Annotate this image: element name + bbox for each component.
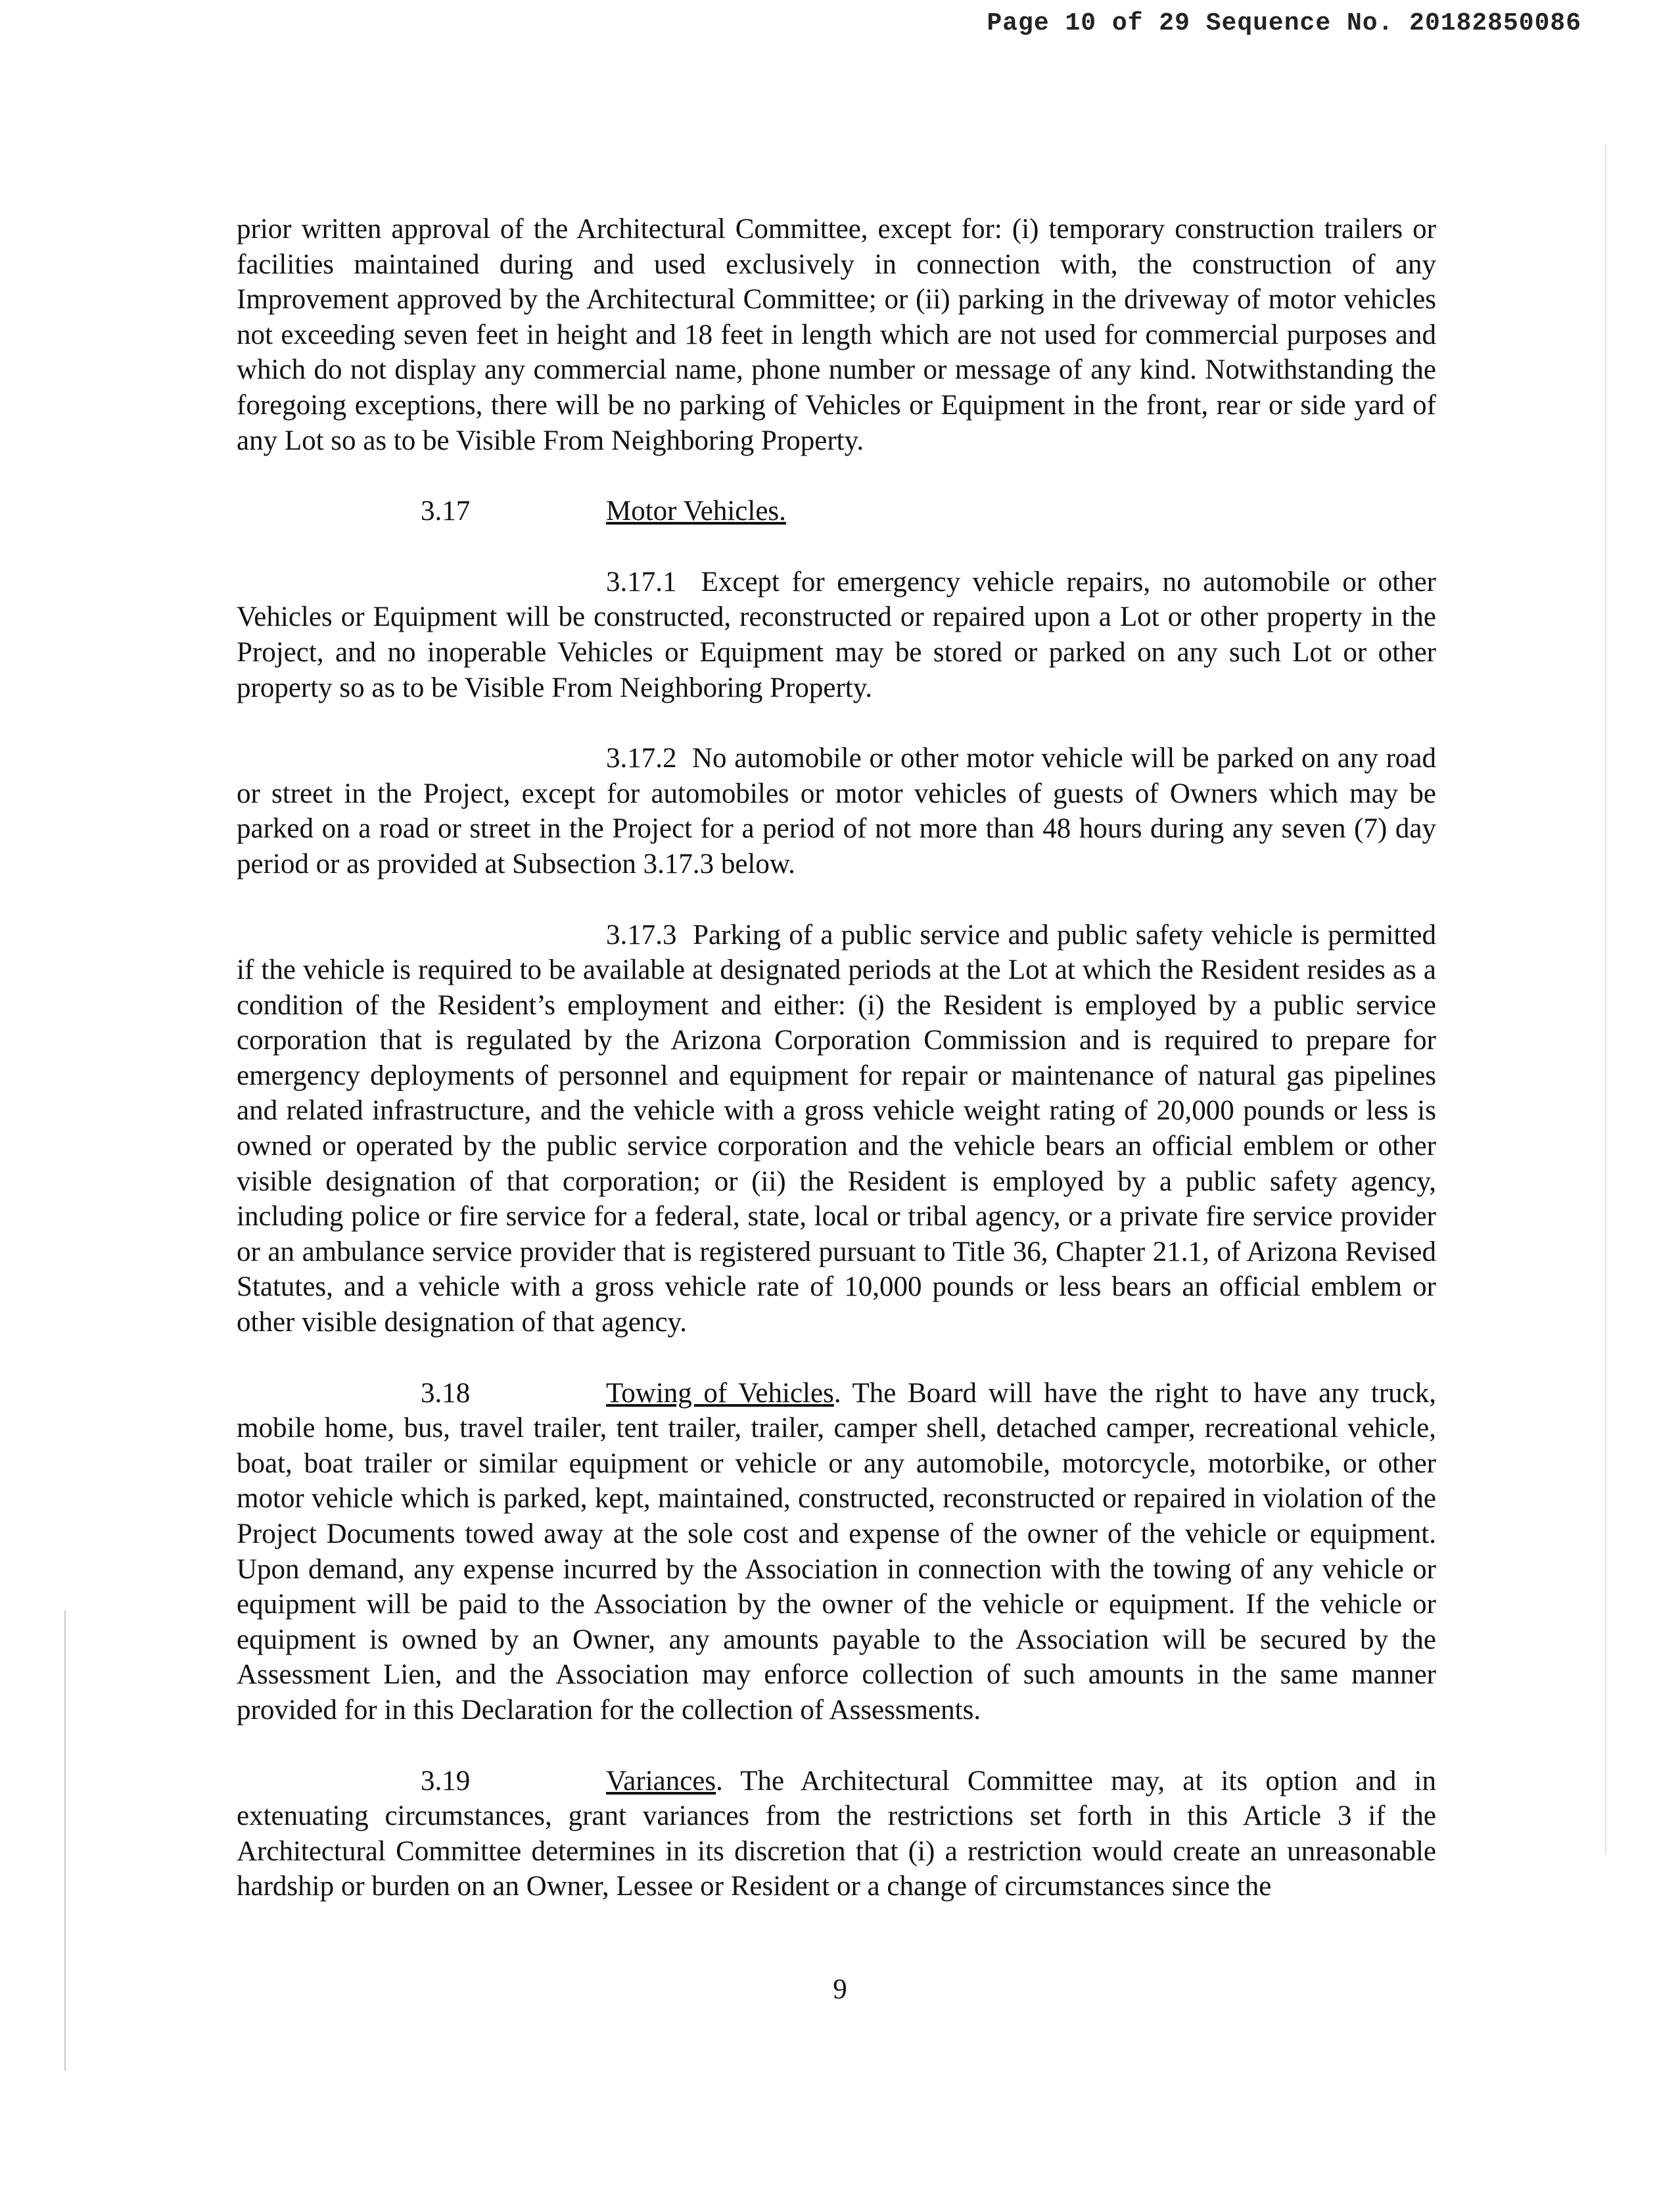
section-3-18 xyxy=(237,1376,1436,1728)
section-number: 3.17 xyxy=(421,496,471,527)
scan-edge-right xyxy=(1605,145,1606,1854)
section-3-17-heading xyxy=(237,494,1436,529)
subsection-text: Except for emergency vehicle repairs, no automobile or other Vehicles or Equipment will be constructed, reconstructed or repaired upon a Lot or other property in the Project, and no inoperable Vehicles or Equipment may be stored or parked on any such Lot or other property so as to be Visible From Neighboring Property. xyxy=(237,566,1436,703)
document-body xyxy=(237,212,1436,1904)
section-title: Motor Vehicles. xyxy=(606,496,786,527)
subsection-3-17-1 xyxy=(237,565,1436,705)
section-number: 3.18 xyxy=(421,1377,471,1409)
section-3-19 xyxy=(237,1764,1436,1904)
scan-edge-left xyxy=(64,1611,66,2071)
section-title: Towing of Vehicles xyxy=(606,1377,834,1409)
subsection-text: No automobile or other motor vehicle will be parked on any road or street in the Project, except for automobiles or motor vehicles of guests of Owners which may be parked on a road or street in the Project for a period of not more than 48 hours during any seven (7) day period or as provided at Subsection 3.17.3 below. xyxy=(237,743,1436,880)
section-number: 3.19 xyxy=(421,1765,471,1797)
section-text: . The Architectural Committee may, at its option and in extenuating circumstances, grant variances from the restrictions set forth in this Article 3 if the Architectural Committee determines in its discretion that (i) a restriction would create an unreasonable hardship or burden on an Owner, Lessee or Resident or a change of circumstances since the xyxy=(237,1765,1436,1902)
continuation-paragraph: prior written approval of the Architectural Committee, except for: (i) temporary construction trailers or facilities maintained during and used exclusively in connection with, the construction of any Improvement approved by the Architectural Committee; or (ii) parking in the driveway of motor vehicles not exceeding seven feet in height and 18 feet in length which are not used for commercial purposes and which do not display any commercial name, phone number or message of any kind. Notwithstanding the foregoing exceptions, there will be no parking of Vehicles or Equipment in the front, rear or side yard of any Lot so as to be Visible From Neighboring Property. xyxy=(237,214,1436,456)
subsection-3-17-3 xyxy=(237,918,1436,1340)
section-title: Variances xyxy=(606,1765,716,1797)
subsection-number: 3.17.3 xyxy=(606,919,677,951)
recording-stamp: Page 10 of 29 Sequence No. 20182850086 xyxy=(987,9,1581,37)
subsection-text: Parking of a public service and public safety vehicle is permitted if the vehicle is required to be available at designated periods at the Lot at which the Resident resides as a condition of the Resident’s employment and either: (i) the Resident is employed by a public service corporation that is regulated by the Arizona Corporation Commission and is required to prepare for emergency deployments of personnel and equipment for repair or maintenance of natural gas pipelines and related infrastructure, and the vehicle with a gross vehicle weight rating of 20,000 pounds or less is owned or operated by the public service corporation and the vehicle bears an official emblem or other visible designation of that corporation; or (ii) the Resident is employed by a public safety agency, including police or fire service for a federal, state, local or tribal agency, or a private fire service provider or an ambulance service provider that is registered pursuant to Title 36, Chapter 21.1, of Arizona Revised Statutes, and a vehicle with a gross vehicle rate of 10,000 pounds or less bears an official emblem or other visible designation of that agency. xyxy=(237,919,1436,1338)
subsection-number: 3.17.2 xyxy=(606,743,677,774)
section-text: . The Board will have the right to have any truck, mobile home, bus, travel trailer, tent trailer, trailer, camper shell, detached camper, recreational vehicle, boat, boat trailer or similar equipment or vehicle or any automobile, motorcycle, motorbike, or other motor vehicle which is parked, kept, maintained, constructed, reconstructed or repaired in violation of the Project Documents towed away at the sole cost and expense of the owner of the vehicle or equipment. Upon demand, any expense incurred by the Association in connection with the towing of any vehicle or equipment will be paid to the Association by the owner of the vehicle or equipment. If the vehicle or equipment is owned by an Owner, any amounts payable to the Association will be secured by the Assessment Lien, and the Association may enforce collection of such amounts in the same manner provided for in this Declaration for the collection of Assessments. xyxy=(237,1377,1436,1726)
subsection-number: 3.17.1 xyxy=(606,566,677,598)
page-number: 9 xyxy=(833,1974,847,2005)
subsection-3-17-2 xyxy=(237,741,1436,882)
